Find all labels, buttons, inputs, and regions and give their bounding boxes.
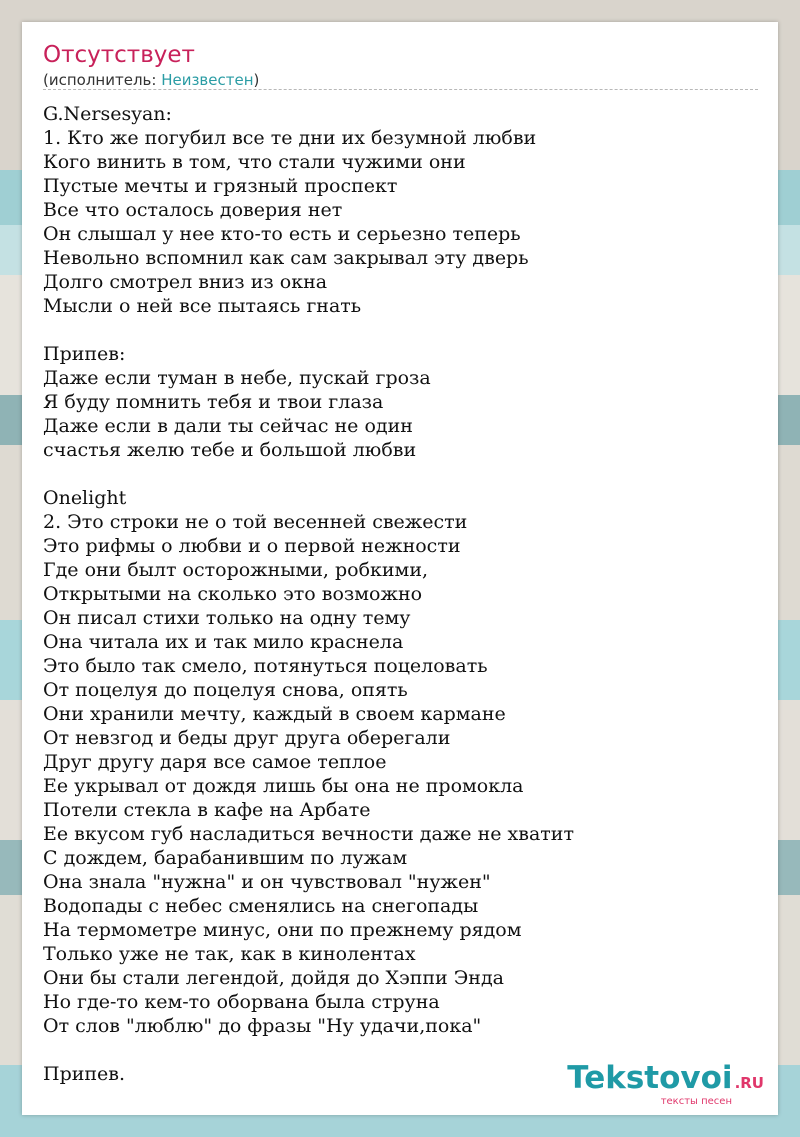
artist-suffix: ) xyxy=(253,71,260,89)
lyric-line: Даже если туман в небе, пускай гроза xyxy=(43,367,431,389)
lyric-line: Открытыми на сколько это возможно xyxy=(43,583,423,605)
lyric-line: Он слышал у нее кто-то есть и серьезно теперь xyxy=(43,223,521,245)
lyrics-text xyxy=(43,102,758,1086)
lyric-line xyxy=(43,318,758,342)
lyric-line: Кого винить в том, что стали чужими они xyxy=(43,151,466,173)
lyric-line xyxy=(43,462,758,486)
lyric-line: Они хранили мечту, каждый в своем кармане xyxy=(43,703,506,725)
lyric-line: 1. Кто же погубил все те дни их безумной любви xyxy=(43,127,537,149)
lyric-line: Друг другу даря все самое теплое xyxy=(43,751,387,773)
lyric-line: Onelight xyxy=(43,487,127,509)
artist-prefix: (исполнитель: xyxy=(43,71,162,89)
logo-tld: .RU xyxy=(734,1074,764,1092)
lyric-line: Она знала "нужна" и он чувствовал "нужен" xyxy=(43,871,491,893)
lyric-line: Ее укрывал от дождя лишь бы она не промокла xyxy=(43,775,524,797)
lyric-line: Это рифмы о любви и о первой нежности xyxy=(43,535,461,557)
lyric-line: G.Nersesyan: xyxy=(43,103,172,125)
lyric-line: Даже если в дали ты сейчас не один xyxy=(43,415,413,437)
lyric-line: Где они былт осторожными, робкими, xyxy=(43,559,429,581)
lyric-line: От слов "люблю" до фразы "Ну удачи,пока" xyxy=(43,1015,482,1037)
lyric-line: От поцелуя до поцелуя снова, опять xyxy=(43,679,408,701)
lyric-line: На термометре минус, они по прежнему рядом xyxy=(43,919,522,941)
lyric-line: Пустые мечты и грязный проспект xyxy=(43,175,398,197)
logo-name: Tekstovoi xyxy=(567,1060,733,1096)
lyric-line: Это было так смело, потянуться поцеловать xyxy=(43,655,488,677)
lyric-line: Он писал стихи только на одну тему xyxy=(43,607,411,629)
lyric-line: счастья желю тебе и большой любви xyxy=(43,439,417,461)
lyric-line: От невзгод и беды друг друга оберегали xyxy=(43,727,451,749)
logo-tagline: тексты песен xyxy=(660,1096,732,1107)
lyric-line: Водопады с небес сменялись на снегопады xyxy=(43,895,479,917)
lyric-line xyxy=(43,1038,758,1062)
lyric-line: Ее вкусом губ насладиться вечности даже не хватит xyxy=(43,823,574,845)
lyric-line: Но где-то кем-то оборвана была струна xyxy=(43,991,440,1013)
lyric-line: Припев. xyxy=(43,1063,126,1085)
artist-link[interactable]: Неизвестен xyxy=(161,71,254,89)
lyric-line: Только уже не так, как в кинолентах xyxy=(43,943,416,965)
lyric-line: Я буду помнить тебя и твои глаза xyxy=(43,391,384,413)
title-divider xyxy=(43,89,758,90)
lyric-line: С дождем, барабанившим по лужам xyxy=(43,847,408,869)
lyric-line: Мысли о ней все пытаясь гнать xyxy=(43,295,362,317)
lyric-line: Все что осталось доверия нет xyxy=(43,199,343,221)
lyric-line: Долго смотрел вниз из окна xyxy=(43,271,328,293)
artist-line xyxy=(43,71,259,89)
lyrics-sheet xyxy=(22,22,778,1115)
lyric-line: Припев: xyxy=(43,343,126,365)
lyric-line: 2. Это строки не о той весенней свежести xyxy=(43,511,468,533)
lyric-line: Они бы стали легендой, дойдя до Хэппи Энда xyxy=(43,967,504,989)
lyric-line: Невольно вспомнил как сам закрывал эту дверь xyxy=(43,247,529,269)
site-logo[interactable] xyxy=(567,1060,764,1107)
lyric-line: Потели стекла в кафе на Арбате xyxy=(43,799,371,821)
lyric-line: Она читала их и так мило краснела xyxy=(43,631,404,653)
song-title: Отсутствует xyxy=(43,42,195,68)
